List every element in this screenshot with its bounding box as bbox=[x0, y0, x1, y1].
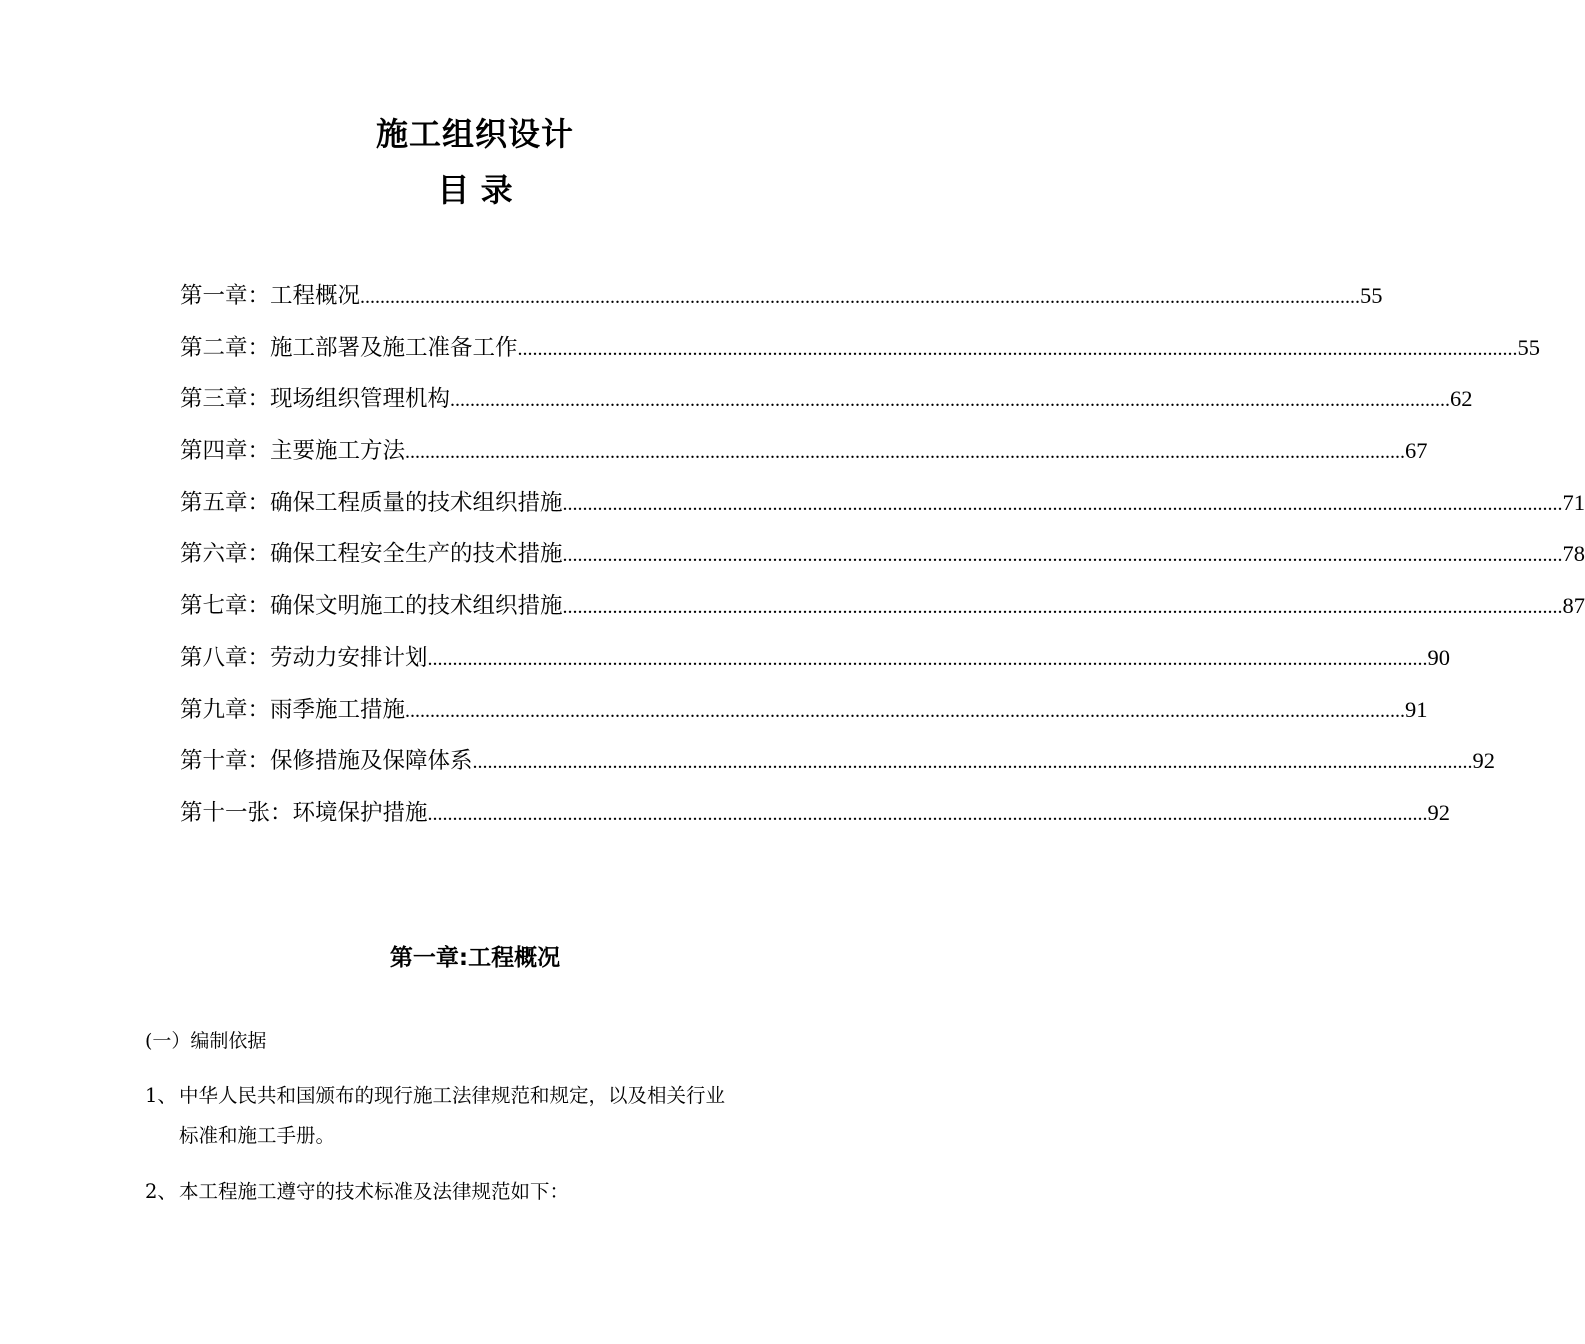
toc-entry-label: 第八章：劳动力安排计划 bbox=[180, 644, 428, 671]
paragraph-text-line: 中华人民共和国颁布的现行施工法律规范和规定，以及相关行业 bbox=[179, 1084, 726, 1107]
toc-entry-label: 第五章：确保工程质量的技术组织措施 bbox=[180, 489, 563, 516]
toc-entry-label: 第九章：雨季施工措施 bbox=[180, 696, 406, 723]
paragraph-text-line: 本工程施工遵守的技术标准及法律规范如下： bbox=[179, 1180, 570, 1203]
toc-entry-page: 78 bbox=[1562, 541, 1585, 567]
chapter-heading: 第一章:工程概况 bbox=[389, 945, 561, 971]
toc-dot-leader: ........................................................................................................................................................................................................ bbox=[405, 441, 1406, 464]
toc-entry-page: 91 bbox=[1405, 696, 1428, 722]
toc-dot-leader: ........................................................................................................................................................................................................ bbox=[427, 647, 1428, 670]
paragraph-2 bbox=[145, 1172, 810, 1212]
table-of-contents bbox=[180, 276, 1585, 845]
toc-dot-leader: ........................................................................................................................................................................................................ bbox=[562, 492, 1563, 515]
paragraph-number: 1、 bbox=[145, 1084, 177, 1107]
toc-entry-label: 第十章：保修措施及保障体系 bbox=[180, 748, 473, 775]
toc-dot-leader: ........................................................................................................................................................................................................ bbox=[517, 337, 1518, 360]
toc-entry-10[interactable] bbox=[180, 741, 1496, 793]
toc-entry-1[interactable] bbox=[180, 276, 1383, 328]
toc-entry-label: 第二章：施工部署及施工准备工作 bbox=[180, 334, 518, 361]
paragraph-text-continuation: 标准和施工手册。 bbox=[179, 1124, 336, 1147]
toc-entry-3[interactable] bbox=[180, 379, 1473, 431]
toc-entry-label: 第四章：主要施工方法 bbox=[180, 438, 406, 465]
toc-entry-2[interactable] bbox=[180, 328, 1541, 380]
toc-dot-leader: ........................................................................................................................................................................................................ bbox=[450, 389, 1451, 412]
toc-entry-page: 92 bbox=[1427, 799, 1451, 825]
section-heading: (一）编制依据 bbox=[145, 1030, 267, 1052]
toc-dot-leader: ........................................................................................................................................................................................................ bbox=[562, 544, 1563, 567]
document-title: 施工组织设计 bbox=[375, 115, 574, 153]
toc-entry-page: 67 bbox=[1405, 438, 1428, 464]
toc-entry-page: 71 bbox=[1562, 489, 1585, 515]
toc-entry-page: 55 bbox=[1360, 283, 1383, 308]
toc-entry-9[interactable] bbox=[180, 690, 1428, 742]
toc-entry-5[interactable] bbox=[180, 483, 1585, 535]
toc-entry-label: 第七章：确保文明施工的技术组织措施 bbox=[180, 593, 563, 620]
toc-dot-leader: ........................................................................................................................................................................................................ bbox=[360, 286, 1361, 308]
toc-entry-8[interactable] bbox=[180, 638, 1451, 690]
toc-entry-11[interactable] bbox=[180, 793, 1451, 845]
toc-entry-7[interactable] bbox=[180, 586, 1585, 638]
toc-dot-leader: ........................................................................................................................................................................................................ bbox=[562, 596, 1563, 619]
toc-dot-leader: ........................................................................................................................................................................................................ bbox=[472, 751, 1473, 774]
toc-heading: 目 录 bbox=[437, 171, 513, 209]
toc-entry-label: 第十一张：环境保护措施 bbox=[180, 799, 428, 826]
toc-entry-page: 87 bbox=[1562, 593, 1585, 619]
toc-entry-page: 90 bbox=[1427, 644, 1451, 670]
toc-entry-6[interactable] bbox=[180, 534, 1585, 586]
toc-entry-4[interactable] bbox=[180, 431, 1428, 483]
toc-dot-leader: ........................................................................................................................................................................................................ bbox=[405, 699, 1406, 722]
toc-entry-label: 第一章：工程概况 bbox=[180, 283, 361, 309]
paragraph-1 bbox=[145, 1076, 810, 1156]
toc-entry-page: 55 bbox=[1517, 334, 1541, 360]
toc-entry-page: 92 bbox=[1472, 748, 1496, 774]
toc-entry-label: 第六章：确保工程安全生产的技术措施 bbox=[180, 541, 563, 568]
paragraph-number: 2、 bbox=[145, 1180, 177, 1203]
toc-entry-page: 62 bbox=[1450, 386, 1473, 412]
toc-dot-leader: ........................................................................................................................................................................................................ bbox=[427, 802, 1428, 825]
toc-entry-label: 第三章：现场组织管理机构 bbox=[180, 386, 451, 413]
